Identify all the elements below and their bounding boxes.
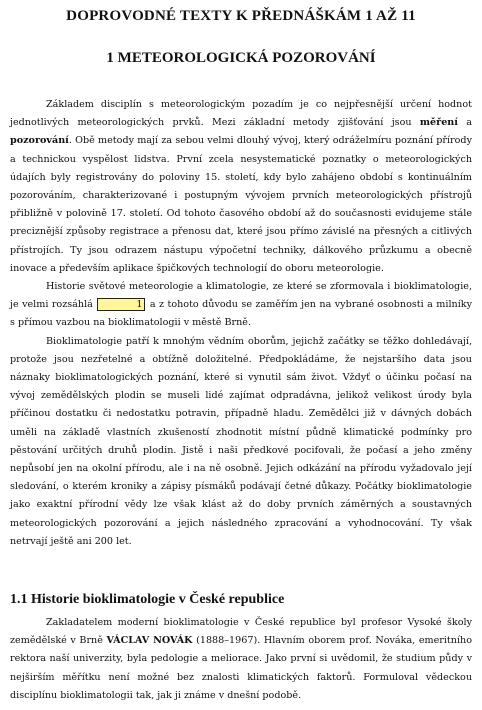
- chapter-title: 1 METEOROLOGICKÁ POZOROVÁNÍ: [106, 50, 376, 66]
- p2-text-a: Historie světové meteorologie a klimatologie, ze které se zformovala i bioklimatologie, je velmi rozsáhlá: [10, 281, 472, 311]
- p1-text-a2: a: [457, 117, 472, 129]
- p4-text-b: (1888–1967). Hlavním oborem prof. Nováka, emeritního rektora naší univerzity, byla pedologie a meliorace. Jako první si uvědomil, že studium půdy v nejširším měřítku není možné bez znalosti klimatických faktorů. Formuloval vědeckou disciplínu bioklimatologii tak, jak ji známe v dnešní podobě.: [10, 635, 472, 701]
- p4-text-a: Zakladatelem moderní bioklimatologie v České republice byl profesor Vysoké školy zemědělské v Brně: [10, 617, 472, 647]
- p1-text-a: Základem disciplín s meteorologickým pozadím je co nejpřesnější určení hodnot jednotlivých meteorologických prvků. Mezi základní metody zjišťování jsou: [10, 99, 472, 129]
- footnote-reference[interactable]: 1: [97, 298, 145, 311]
- p4-name: VÁCLAV NOVÁK: [106, 635, 193, 647]
- section-body: [10, 614, 472, 705]
- chapter-body: [10, 96, 472, 551]
- document-title: DOPROVODNÉ TEXTY K PŘEDNÁŠKÁM 1 AŽ 11: [66, 8, 416, 24]
- section-title: 1.1 Historie bioklimatologie v České republice: [10, 592, 285, 607]
- p1-text-c: . Obě metody mají za sebou velmi dlouhý vývoj, který odráželmíru poznání přírody a technickou vyspělost lidstva. První zcela nesystematické poznatky o meteorologických údajích byly registrovány do poloviny 15. století, kdy bylo zahájeno období s kontinuálním pozorováním, charakterizované i postupným vývojem prvních meteorologických přístrojů přibližně v polovině 17. století. Od tohoto časového období až do současnosti evidujeme stále preciznější způsoby registrace a přenosu dat, které jsou přímo závislé na přesných a citlivých přístrojích. Ty jsou odrazem nástupu výpočetní techniky, dálkového průzkumu a obecně inovace a především aplikace špičkových technologií do oboru meteorologie.: [10, 135, 472, 274]
- p1-keyword-pozorovani: pozorování: [10, 135, 69, 147]
- paragraph-4: [10, 614, 472, 705]
- paragraph-3: Bioklimatologie patří k mnohým vědním oborům, jejichž začátky se těžko dohledávají, protože jsou nezřetelné a obtížně doložitelné. Předpokládáme, že nejstaršího data jsou náznaky bioklimatologických poznání, které si vynutil sám život. Vždyť o účinku počasí na vývoj zemědělských plodin se museli lidé zajímat odpradávna, jelikož velikost úrody byla příčinou dostatku či nedostatku potravin, případně hladu. Zemědělci již v dávných dobách uměli na základě vlastních zkušeností zhodnotit místní půdně klimatické podmínky pro pěstování určitých druhů plodin. Jistě i naši předkové pocifovali, že počasí a jeho změny nepůsobí jen na okolní přírodu, ale i na ně osobně. Jejich odkázání na přírodu vyžadovalo její sledování, o kterém kroniky a zápisy písmáků podávají četné důkazy. Počátky bioklimatologie jako exaktní přírodní vědy lze však klást až do doby prvních záměrných a soustavných meteorologických pozorování a jejich následného zpracování a vyhodnocování. Ty však netrvají ještě ani 200 let.: [10, 335, 472, 547]
- p2-text-b: a z tohoto důvodu se zaměřím jen na vybrané osobnosti a milníky s přímou vazbou na bioklimatologii v městě Brně.: [10, 299, 473, 329]
- p1-keyword-mereni: měření: [419, 117, 458, 129]
- paragraph-1: [10, 96, 472, 278]
- paragraph-2: [10, 278, 472, 333]
